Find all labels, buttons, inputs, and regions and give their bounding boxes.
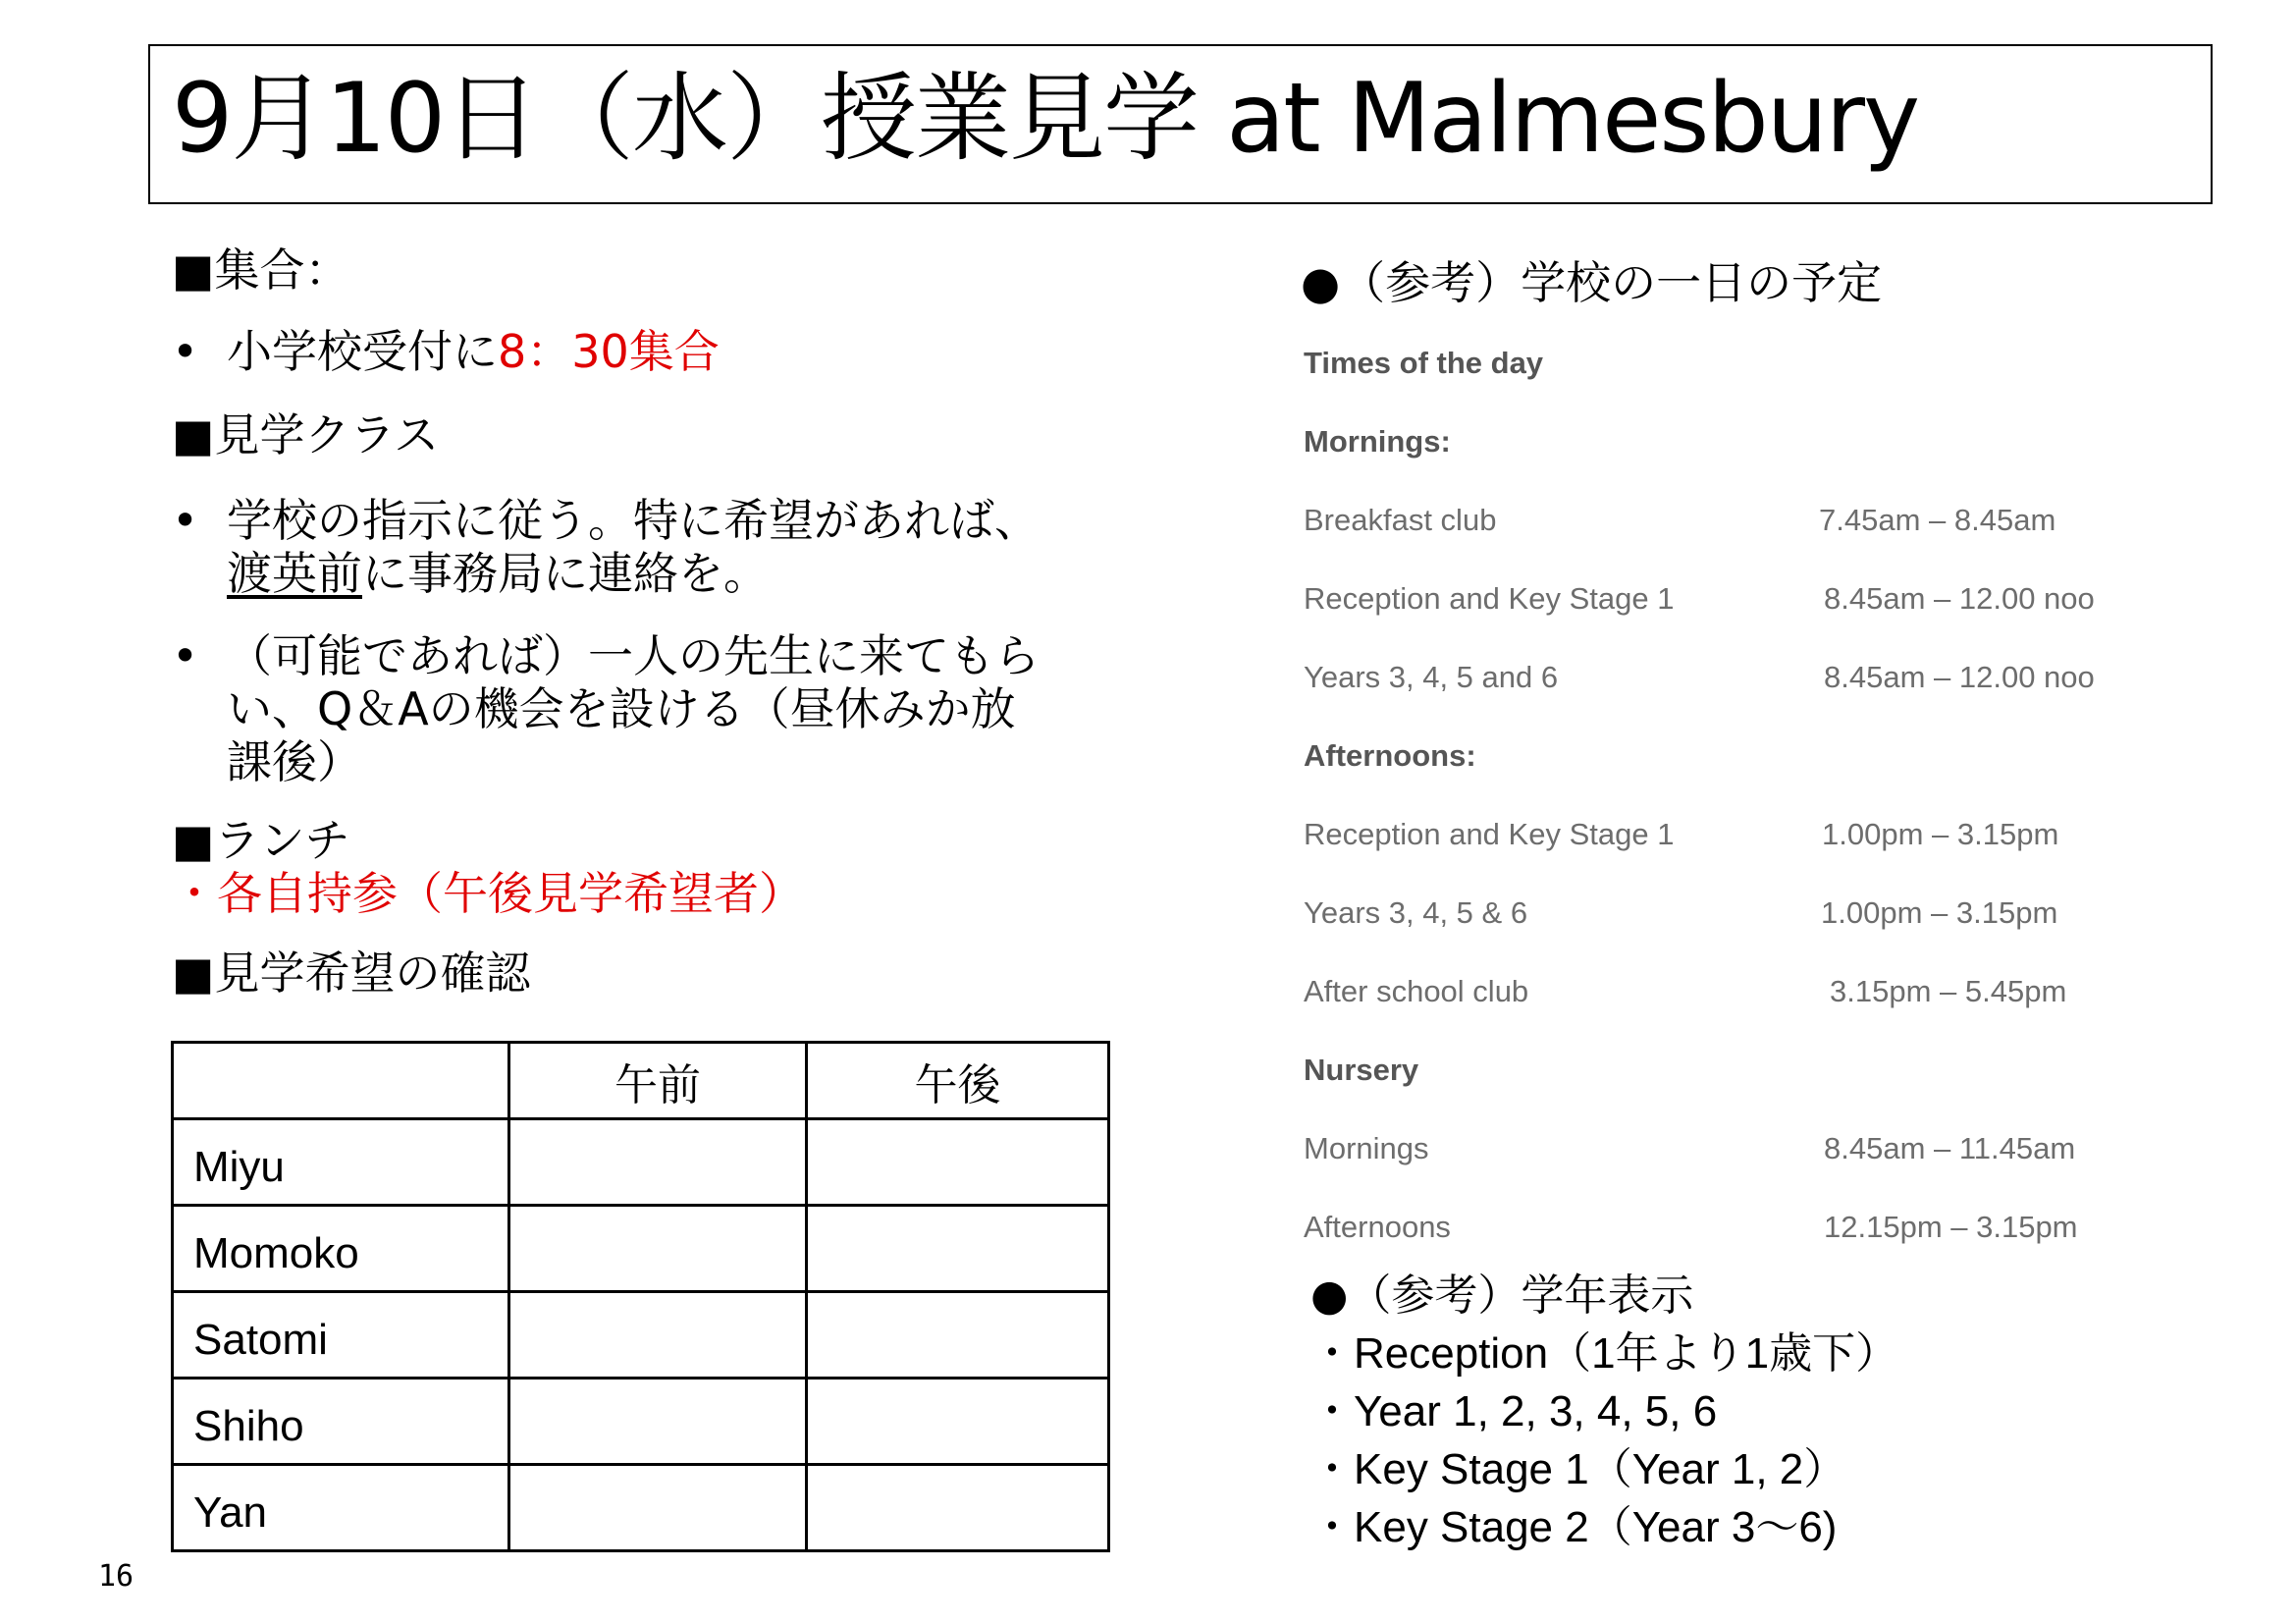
row-name: Yan — [173, 1465, 509, 1551]
contact-office-text: に事務局に連絡を。 — [362, 547, 769, 600]
grade-item: ・Key Stage 2（Year 3〜6) — [1310, 1503, 1838, 1551]
schedule-row — [1304, 496, 2187, 574]
afternoon-cell — [807, 1379, 1109, 1465]
schedule-list — [1304, 339, 2187, 1281]
schedule-row — [1304, 731, 2187, 810]
row-name: Satomi — [173, 1292, 509, 1379]
schedule-row — [1304, 1046, 2187, 1124]
gathering-item — [172, 325, 1114, 378]
schedule-time: 7.45am – 8.45am — [1819, 503, 2056, 537]
schedule-label: Nursery — [1304, 1053, 1419, 1087]
morning-cell — [509, 1379, 807, 1465]
morning-cell — [509, 1119, 807, 1206]
bullet-dot: • — [172, 629, 199, 682]
schedule-label: Years 3, 4, 5 & 6 — [1304, 895, 1528, 930]
row-name: Momoko — [173, 1206, 509, 1292]
schedule-label: Afternoons — [1304, 1210, 1451, 1244]
schedule-time: 3.15pm – 5.45pm — [1830, 974, 2067, 1008]
afternoon-cell — [807, 1119, 1109, 1206]
schedule-row — [1304, 339, 2187, 417]
schedule-time: 8.45am – 12.00 noo — [1824, 660, 2095, 694]
lunch-heading: ■ランチ — [172, 814, 350, 867]
confirm-heading: ■見学希望の確認 — [172, 947, 531, 1000]
page-title: 9月10日（水）授業見学 at Malmesbury — [172, 63, 1919, 175]
morning-cell — [509, 1465, 807, 1551]
schedule-label: Times of the day — [1304, 346, 1544, 380]
schedule-label: Years 3, 4, 5 and 6 — [1304, 660, 1559, 694]
class-item-2 — [172, 629, 1051, 788]
grade-item: ・Reception（1年より1歳下） — [1310, 1329, 1899, 1378]
schedule-time: 1.00pm – 3.15pm — [1822, 817, 2059, 851]
schedule-time: 8.45am – 11.45am — [1824, 1131, 2076, 1165]
schedule-label: Mornings: — [1304, 424, 1451, 459]
page-number: 16 — [98, 1559, 134, 1594]
gathering-heading: ■集合： — [172, 243, 350, 297]
schedule-time: 8.45am – 12.00 noo — [1824, 581, 2095, 616]
bullet-dot: • — [172, 325, 199, 378]
afternoon-cell — [807, 1292, 1109, 1379]
grade-heading: ●（参考）学年表示 — [1310, 1271, 1694, 1321]
schedule-row — [1304, 417, 2187, 496]
class-item-2-text: （可能であれば）一人の先生に来てもらい、Q＆Aの機会を設ける（昼休みか放課後） — [227, 629, 1040, 788]
schedule-label: Afternoons: — [1304, 738, 1476, 773]
schedule-row — [1304, 653, 2187, 731]
lunch-item: ・各自持参（午後見学希望者） — [172, 867, 804, 920]
left-column — [172, 241, 1114, 1002]
table-row — [173, 1465, 1109, 1551]
table-header-afternoon: 午後 — [807, 1043, 1109, 1119]
grade-item: ・Year 1, 2, 3, 4, 5, 6 — [1310, 1387, 1718, 1435]
row-name: Miyu — [173, 1119, 509, 1206]
title-box — [148, 44, 2213, 204]
schedule-time: 12.15pm – 3.15pm — [1824, 1210, 2078, 1244]
before-departure-text: 渡英前 — [227, 547, 362, 600]
bullet-dot: • — [172, 494, 199, 547]
afternoon-cell — [807, 1206, 1109, 1292]
attendance-table — [171, 1041, 1110, 1552]
gathering-text: 小学校受付に — [227, 325, 498, 378]
schedule-label: Reception and Key Stage 1 — [1304, 581, 1675, 616]
class-item-1 — [172, 494, 1114, 600]
class-heading: ■見学クラス — [172, 408, 440, 461]
table-header-blank — [173, 1043, 509, 1119]
schedule-row — [1304, 810, 2187, 889]
schedule-label: Reception and Key Stage 1 — [1304, 817, 1675, 851]
schedule-time: 1.00pm – 3.15pm — [1821, 895, 2058, 930]
grade-notes — [1310, 1267, 1898, 1556]
table-header-morning: 午前 — [509, 1043, 807, 1119]
gathering-time: 8：30集合 — [498, 325, 720, 378]
schedule-row — [1304, 574, 2187, 653]
grade-item: ・Key Stage 1（Year 1, 2） — [1310, 1445, 1847, 1493]
table-row — [173, 1379, 1109, 1465]
schedule-heading: ●（参考）学校の一日の予定 — [1301, 256, 1883, 309]
table-row — [173, 1119, 1109, 1206]
schedule-row — [1304, 967, 2187, 1046]
schedule-row — [1304, 1124, 2187, 1203]
row-name: Shiho — [173, 1379, 509, 1465]
class-item-1-line2 — [227, 547, 1114, 600]
morning-cell — [509, 1292, 807, 1379]
table-row — [173, 1292, 1109, 1379]
class-item-1-line1: 学校の指示に従う。特に希望があれば、 — [227, 494, 1040, 547]
table-row — [173, 1206, 1109, 1292]
schedule-row — [1304, 889, 2187, 967]
table-header-row — [173, 1043, 1109, 1119]
schedule-label: Mornings — [1304, 1131, 1429, 1165]
afternoon-cell — [807, 1465, 1109, 1551]
schedule-label: After school club — [1304, 974, 1529, 1008]
morning-cell — [509, 1206, 807, 1292]
schedule-label: Breakfast club — [1304, 503, 1497, 537]
